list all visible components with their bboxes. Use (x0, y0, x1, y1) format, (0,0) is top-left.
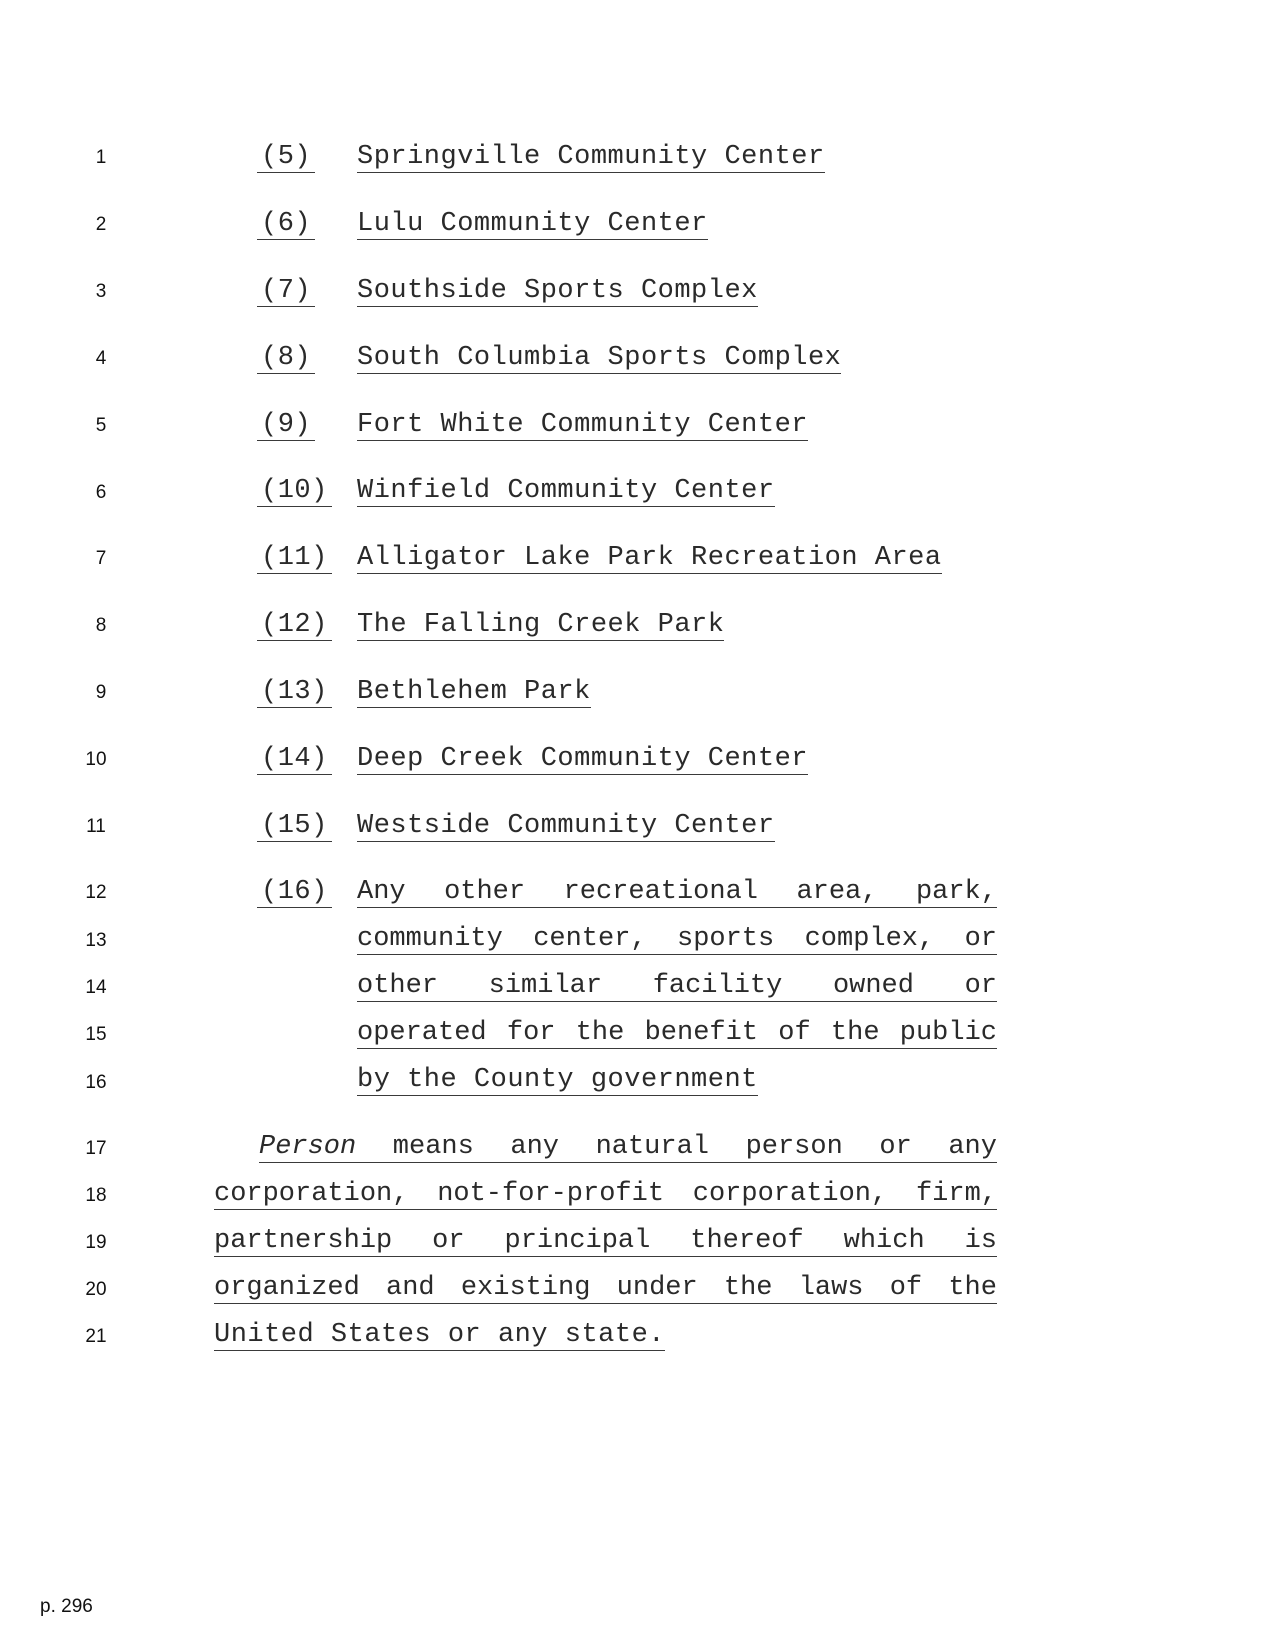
line-number: 14 (85, 977, 107, 998)
line-number: 10 (85, 749, 107, 770)
line-number: 13 (85, 930, 107, 951)
list-item-text: Alligator Lake Park Recreation Area (357, 543, 942, 573)
line-number: 9 (95, 682, 107, 703)
line-number: 5 (95, 415, 107, 436)
list-item-text: Deep Creek Community Center (357, 744, 808, 774)
line-number: 11 (86, 816, 106, 837)
list-item-number: (15) (257, 811, 332, 842)
line-number: 12 (85, 882, 107, 903)
list-item-text: South Columbia Sports Complex (357, 343, 842, 373)
line-number: 20 (85, 1279, 107, 1300)
line-number: 8 (95, 615, 107, 636)
line-number: 15 (85, 1024, 107, 1045)
list-item-number: (6) (257, 209, 315, 240)
list-item-number: (12) (257, 610, 332, 641)
list-item-number: (13) (257, 677, 332, 708)
list-item-number: (9) (257, 410, 315, 441)
list-item-number: (7) (257, 276, 315, 307)
list-item-16-line: Any other recreational area, park, (357, 877, 997, 907)
list-item-text: Westside Community Center (357, 811, 775, 841)
list-item-text: Bethlehem Park (357, 677, 591, 707)
list-item-number: (16) (257, 877, 332, 908)
line-number: 7 (95, 548, 107, 569)
list-item-number: (11) (257, 543, 332, 574)
line-number: 6 (95, 482, 107, 503)
list-item-number: (5) (257, 142, 315, 173)
defined-term: Person (259, 1132, 357, 1162)
list-item-16-line: operated for the benefit of the public (357, 1018, 997, 1048)
list-item-number: (10) (257, 476, 332, 507)
definition-line: corporation, not-for-profit corporation, firm, (214, 1179, 997, 1209)
list-item-text: Winfield Community Center (357, 476, 775, 506)
list-item-text: Springville Community Center (357, 142, 825, 172)
page-number: p. 296 (40, 1596, 93, 1617)
line-number: 3 (95, 281, 107, 302)
definition-last-line: United States or any state. (214, 1320, 665, 1350)
line-number: 1 (95, 147, 107, 168)
definition-line: partnership or principal thereof which is (214, 1226, 997, 1256)
line-number: 17 (85, 1138, 107, 1159)
line-number: 19 (85, 1232, 107, 1253)
list-item-number: (14) (257, 744, 332, 775)
line-number: 16 (85, 1072, 107, 1093)
line-number: 2 (95, 214, 107, 235)
list-item-16-last-line: by the County government (357, 1065, 758, 1095)
list-item-text: Lulu Community Center (357, 209, 708, 239)
definition-first-line: Person means any natural person or any (259, 1132, 997, 1162)
line-number: 18 (85, 1185, 107, 1206)
list-item-16-line: other similar facility owned or (357, 971, 997, 1001)
line-number: 4 (95, 348, 107, 369)
list-item-text: Fort White Community Center (357, 410, 808, 440)
list-item-text: The Falling Creek Park (357, 610, 725, 640)
list-item-16-line: community center, sports complex, or (357, 924, 997, 954)
list-item-text: Southside Sports Complex (357, 276, 758, 306)
line-number: 21 (85, 1326, 107, 1347)
list-item-number: (8) (257, 343, 315, 374)
definition-line: organized and existing under the laws of the (214, 1273, 997, 1303)
